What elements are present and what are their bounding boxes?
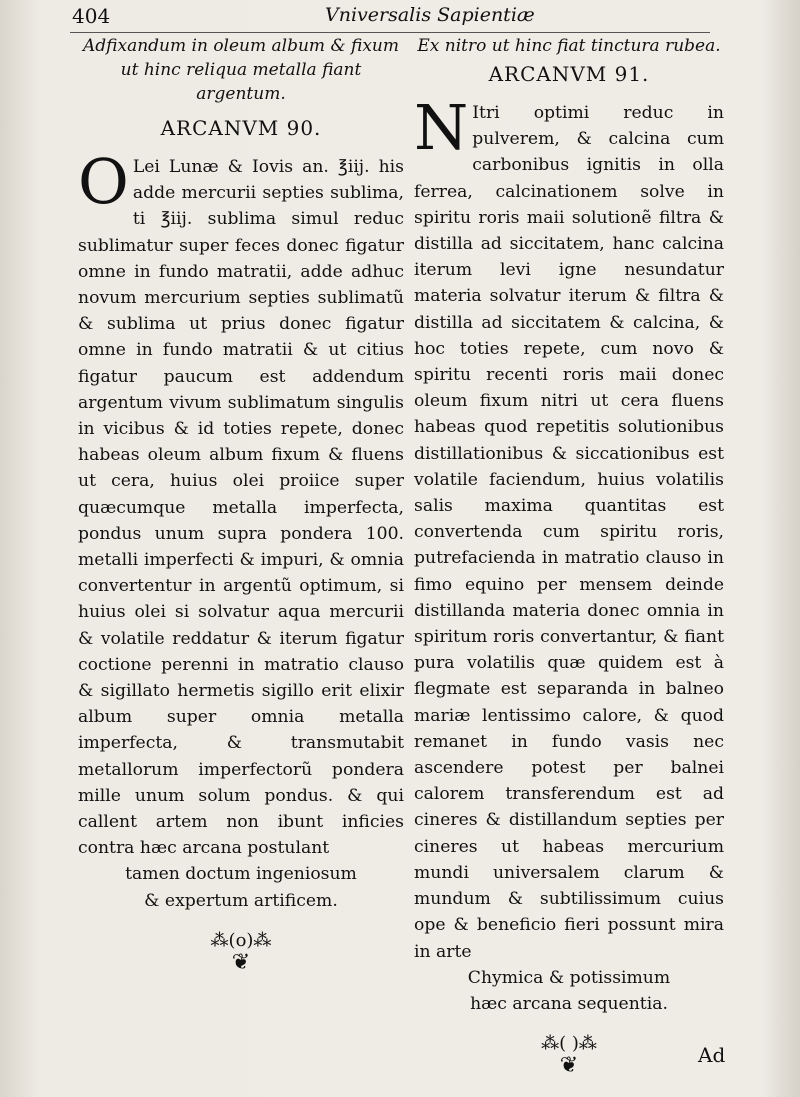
right-column: [414, 30, 724, 1077]
catchword: Ad: [698, 1043, 726, 1067]
running-head: [0, 2, 800, 32]
right-caption: Ex nitro ut hinc fiat tinctura rubea.: [417, 36, 721, 56]
dropcap-o: O: [78, 145, 129, 218]
arcanum-90-body: Lei Lunæ & Iovis an. ℥iij. his adde mercurii septies sublima, ti ℥iij. sublima simul reduc sublimatur super feces donec figatur omne in fundo matratii, adde adhuc novum mercurium septies sublimatũ & sublima ut prius donec figatur omne in fundo matratii & ut citius figatur paucum est addendum argentum vivum sublimatum singulis in vicibus & id toties repete, donec habeas oleum album fixum & fluens ut cera, huius olei proiice super quæcumque metalla imperfecta, pondus unum supra pondera 100. metalli imperfecti & impuri, & omnia convertentur in argentũ optimum, si huius olei si solvatur aqua mercurii & volatile reddatur & iterum figatur coctione perenni in matratio clauso & sigillato hermetis sigillo erit elixir album super omnia metalla imperfecta, & transmutabit metallorum imperfectorũ pondera mille unum solum pondus. & qui callent artem non ibunt inficies contra hæc arcana postulant: [78, 157, 404, 859]
arcanum-91-title: ARCANVM 91.: [488, 62, 650, 86]
right-leaf-icon: ❦: [559, 1053, 579, 1079]
right-ornament: [414, 1033, 724, 1077]
left-ornament: [78, 930, 404, 974]
left-column: [78, 30, 404, 974]
arcanum-91-text: [414, 91, 724, 965]
dropcap-n: N: [414, 91, 469, 164]
left-caption: Adfixandum in oleum album & fixum ut hinc reliqua metalla fiant argentum.: [83, 36, 399, 104]
arcanum-90-title: ARCANVM 90.: [160, 116, 322, 140]
page-number: 404: [72, 4, 111, 28]
arcanum-90-text: [78, 145, 404, 861]
left-ornament-band: ⁂(o)⁂: [210, 929, 272, 951]
running-title: Vniversalis Sapientiæ: [325, 4, 535, 26]
left-leaf-icon: ❦: [231, 949, 251, 975]
arcanum-90-ending: tamen doctum ingeniosum & expertum artificem.: [125, 864, 357, 911]
arcanum-91-body: Itri optimi reduc in pulverem, & calcina cum carbonibus ignitis in olla ferrea, calcinationem solve in spiritu roris maii solutionẽ filtra & distilla ad siccitatem, hanc calcina iterum levi igne nesundatur materia solvatur iterum & filtra & distilla ad siccitatem & calcina, & hoc toties repete, cum novo & spiritu recenti roris maii donec oleum fixum nitri ut cera fluens habeas quod repetitis solutionibus distillationibus & siccationibus est volatile faciendum, huius volatilis salis maxima quantitas est convertenda cum spiritu roris, putrefacienda in matratio clauso in fimo equino per mensem deinde distillanda materia donec omnia in spiritum roris convertantur, & fiant pura volatilis quæ quidem est à flegmate est separanda in balneo mariæ lentissimo calore, & quod remanet in fundo vasis nec ascendere potest per balnei calorem transferendum est ad cineres & distillandum septies per cineres ut habeas mercurium mundi universalem clarum & mundum & subtilissimum cuius ope & beneficio fieri possunt mira in arte: [414, 103, 724, 962]
arcanum-91-ending: Chymica & potissimum hæc arcana sequentia.: [467, 967, 671, 1014]
right-ornament-band: ⁂( )⁂: [541, 1033, 597, 1055]
